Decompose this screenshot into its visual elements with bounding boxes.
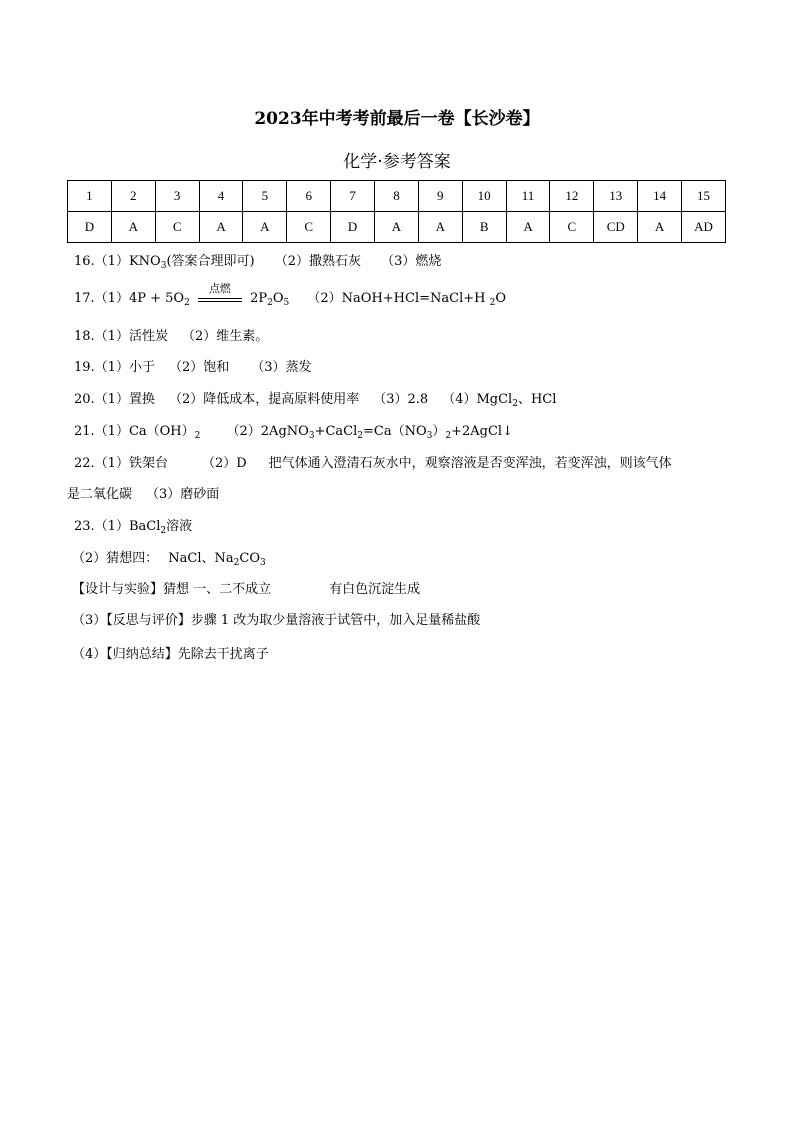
answer-cell: AD	[682, 212, 726, 243]
answer-cell: C	[550, 212, 594, 243]
question-number-cell: 9	[418, 181, 462, 212]
answer-23-guess4-co: CO	[239, 551, 260, 566]
answer-17-part2: （2）NaOH+HCl=NaCl+H	[307, 291, 490, 306]
subscript: 2	[512, 399, 518, 409]
answer-cell: D	[68, 212, 112, 243]
answer-20	[74, 391, 556, 413]
subscript: 2	[267, 298, 273, 308]
subscript: 2	[233, 558, 240, 568]
answer-17-part2-tail: O	[495, 291, 507, 306]
answer-16-part1: 16.（1）KNO	[74, 254, 161, 269]
answer-19-part3: （3）蒸发	[251, 360, 312, 375]
answer-22-line1	[74, 455, 672, 473]
answer-22-explanation: 把气体通入澄清石灰水中，观察溶液是否变浑浊，若变浑浊，则该气体	[268, 456, 672, 471]
answer-23-guess4: NaCl、Na	[168, 551, 234, 566]
answer-table	[67, 180, 726, 243]
answer-21-part2-mid2: =Ca（NO	[362, 424, 427, 439]
answer-23-reflection: （3）【反思与评价】步骤 1 改为取少量溶液于试管中，加入足量稀盐酸	[72, 613, 481, 628]
subscript: 2	[445, 431, 452, 441]
answer-16-part2: （2）撒熟石灰	[274, 254, 362, 269]
subscript: 3	[259, 558, 266, 568]
answer-cell: A	[418, 212, 462, 243]
question-number-cell: 3	[155, 181, 199, 212]
answer-19-part1: 19.（1）小于	[74, 360, 155, 375]
answer-23-line4	[72, 612, 480, 630]
question-number-cell: 13	[594, 181, 638, 212]
subscript: 2	[489, 298, 496, 308]
question-number-cell: 2	[111, 181, 155, 212]
answer-21-part2-mid3: ）	[432, 424, 446, 439]
answer-23-line5	[72, 646, 269, 664]
answer-table-number-row	[68, 181, 726, 212]
answer-cell: B	[462, 212, 506, 243]
answer-cell: D	[331, 212, 375, 243]
answer-20-part1: 20.（1）置换	[74, 392, 155, 407]
answer-23-part2: （2）猜想四：	[72, 551, 159, 566]
answer-cell: A	[638, 212, 682, 243]
question-number-cell: 7	[331, 181, 375, 212]
answer-cell: C	[155, 212, 199, 243]
subscript: 5	[283, 298, 290, 308]
answer-23-part1: 23.（1）BaCl	[74, 519, 161, 534]
question-number-cell: 10	[462, 181, 506, 212]
answer-23-observation: 有白色沉淀生成	[329, 582, 421, 597]
question-number-cell: 14	[638, 181, 682, 212]
answer-17-product: 2P	[250, 291, 268, 306]
subscript: 2	[184, 298, 190, 308]
subscript: 3	[160, 261, 167, 271]
reaction-arrow	[198, 282, 242, 302]
question-number-cell: 12	[550, 181, 594, 212]
answer-18	[74, 328, 268, 346]
page-subtitle: 化学·参考答案	[343, 152, 451, 172]
answer-21-part2-tail: +2AgCl↓	[451, 424, 513, 439]
answer-23-line2	[72, 550, 266, 572]
answer-21-part2-mid: +CaCl	[314, 424, 358, 439]
answer-22-part2: （2）D	[201, 456, 247, 471]
answer-20-part3: （3）2.8	[373, 392, 429, 407]
subscript: 2	[357, 431, 363, 441]
answer-23-line1	[74, 518, 192, 540]
answer-19	[74, 359, 312, 377]
question-number-cell: 15	[682, 181, 726, 212]
answer-22-part3: （3）磨砂面	[146, 487, 220, 502]
page-title: 2023年中考考前最后一卷【长沙卷】	[254, 109, 540, 129]
answer-cell: A	[199, 212, 243, 243]
subscript: 3	[308, 431, 315, 441]
subscript: 3	[426, 431, 433, 441]
answer-16	[74, 253, 441, 275]
answer-16-note: (答案合理即可)	[166, 254, 255, 269]
answer-cell: A	[111, 212, 155, 243]
answer-23-part1-tail: 溶液	[166, 519, 193, 534]
question-number-cell: 1	[68, 181, 112, 212]
answer-22-part1: 22.（1）铁架台	[74, 456, 168, 471]
question-number-cell: 8	[375, 181, 419, 212]
answer-23-design: 【设计与实验】猜想 一、二不成立	[72, 582, 272, 597]
answer-17-reactants: 17.（1）4P + 5O	[74, 291, 185, 306]
question-number-cell: 11	[506, 181, 550, 212]
answer-table-answer-row	[68, 212, 726, 243]
answer-18-part1: 18.（1）活性炭	[74, 329, 168, 344]
answer-cell: CD	[594, 212, 638, 243]
answer-cell: C	[287, 212, 331, 243]
answer-21-part2: （2）2AgNO	[226, 424, 309, 439]
answer-21	[74, 423, 513, 445]
question-number-cell: 5	[243, 181, 287, 212]
answer-17-product-o: O	[272, 291, 284, 306]
answer-16-part3: （3）燃烧	[381, 254, 442, 269]
answer-20-part4: （4）MgCl	[442, 392, 513, 407]
answer-cell: A	[375, 212, 419, 243]
answer-20-part2: （2）降低成本，提高原料使用率	[168, 392, 360, 407]
answer-23-line3	[72, 581, 420, 599]
answer-19-part2: （2）饱和	[168, 360, 230, 375]
answer-20-part4-tail: 、HCl	[517, 392, 557, 407]
answer-22-line2	[67, 486, 219, 504]
subscript: 2	[194, 431, 201, 441]
reaction-condition: 点燃	[208, 282, 231, 295]
subscript: 2	[160, 526, 167, 536]
answer-cell: A	[506, 212, 550, 243]
answer-18-part2: （2）维生素。	[181, 329, 269, 344]
answer-21-part1: 21.（1）Ca（OH）	[74, 424, 195, 439]
answer-22-explanation-cont: 是二氧化碳	[67, 487, 133, 502]
answer-17	[74, 282, 507, 312]
question-number-cell: 6	[287, 181, 331, 212]
question-number-cell: 4	[199, 181, 243, 212]
answer-cell: A	[243, 212, 287, 243]
answer-23-summary: （4）【归纳总结】先除去干扰离子	[72, 647, 269, 662]
